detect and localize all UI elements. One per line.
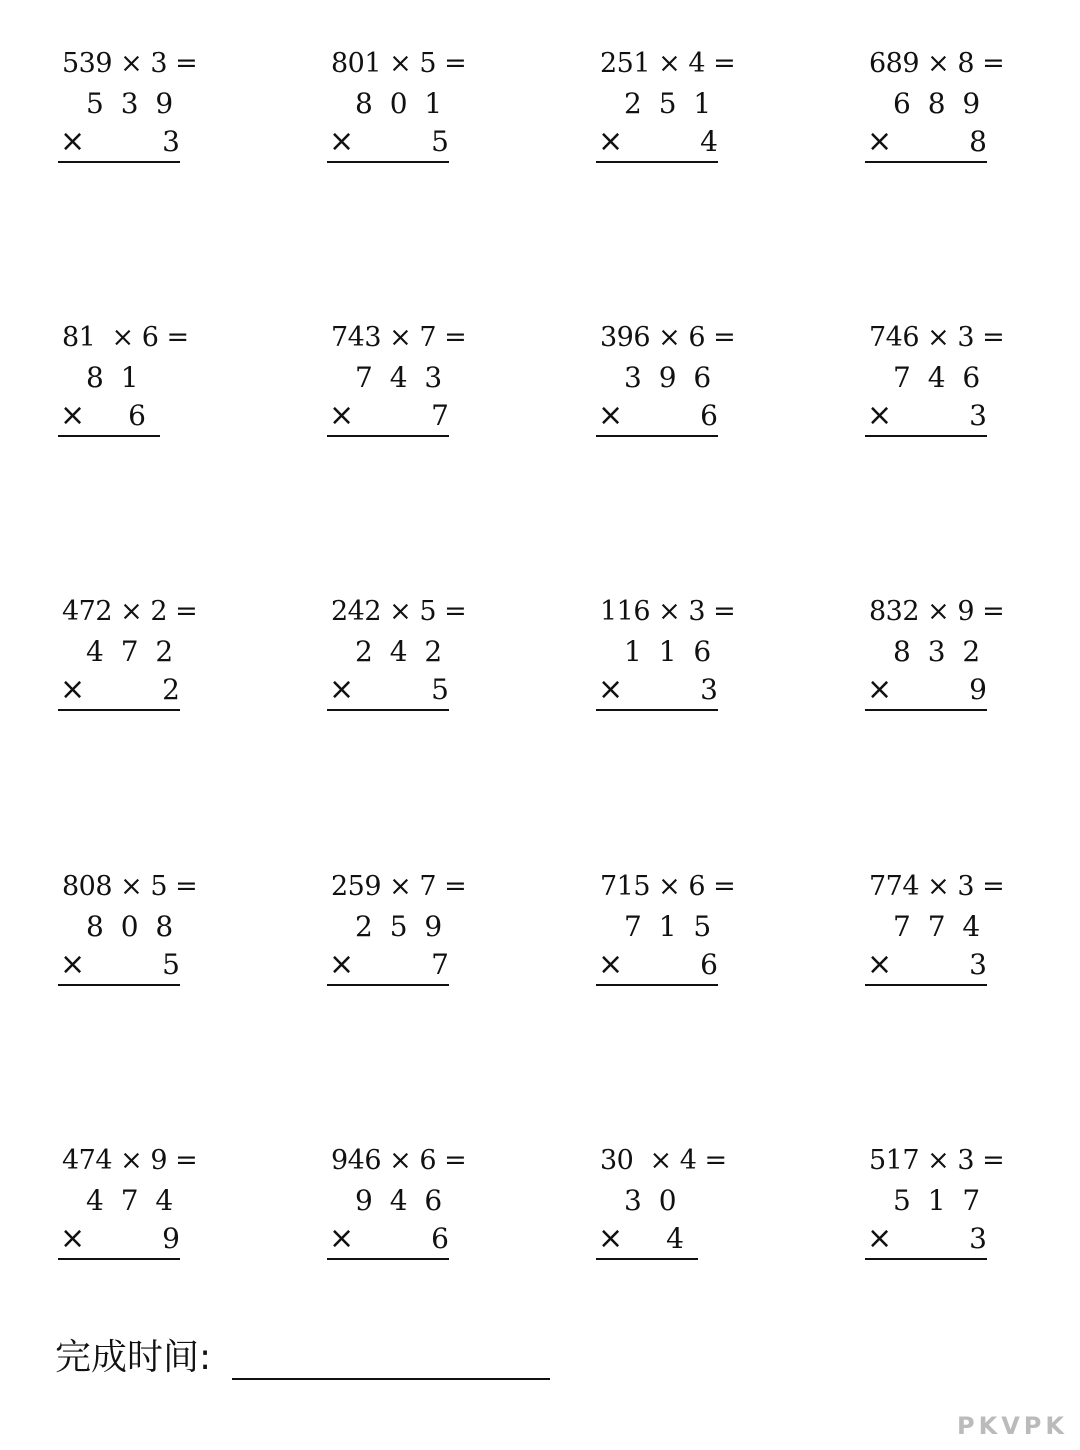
times-sign: × — [60, 947, 86, 982]
problem-equation: 715 × 6 = — [600, 871, 736, 902]
problem-equation: 808 × 5 = — [62, 871, 198, 902]
problem-digits: 2 4 2 — [355, 635, 447, 668]
problem-digits: 5 3 9 — [86, 87, 178, 120]
problem — [596, 292, 766, 433]
problem-equation: 30 × 4 = — [600, 1145, 727, 1176]
times-sign: × — [329, 398, 355, 433]
problem-digits: 8 3 2 — [893, 635, 985, 668]
times-sign: × — [867, 1221, 893, 1256]
problem — [327, 841, 497, 982]
problem — [58, 841, 228, 982]
multiply-row — [327, 671, 449, 711]
times-sign: × — [598, 672, 624, 707]
times-sign: × — [329, 124, 355, 159]
problem — [865, 566, 1035, 707]
problem-multiplier: 9 — [162, 1222, 180, 1255]
times-sign: × — [867, 672, 893, 707]
multiply-row — [865, 397, 987, 437]
problem-multiplier: 3 — [700, 673, 718, 706]
times-sign: × — [329, 1221, 355, 1256]
problem-digits: 7 4 6 — [893, 361, 985, 394]
problem-multiplier: 4 — [700, 125, 718, 158]
problem-multiplier: 3 — [969, 948, 987, 981]
completion-time-blank[interactable] — [232, 1378, 550, 1380]
multiply-row — [327, 123, 449, 163]
multiply-row — [58, 1220, 180, 1260]
multiply-row — [596, 671, 718, 711]
times-sign: × — [867, 124, 893, 159]
problem-multiplier: 4 — [666, 1222, 684, 1255]
problem-equation: 472 × 2 = — [62, 596, 198, 627]
problem-equation: 832 × 9 = — [869, 596, 1005, 627]
problem-multiplier: 5 — [162, 948, 180, 981]
problem — [58, 292, 228, 433]
times-sign: × — [329, 672, 355, 707]
problem-digits: 2 5 9 — [355, 910, 447, 943]
problem-equation: 242 × 5 = — [331, 596, 467, 627]
problem-digits: 3 0 — [624, 1184, 681, 1217]
problem — [865, 1115, 1035, 1256]
problem-multiplier: 5 — [431, 125, 449, 158]
problem — [596, 1115, 766, 1256]
problem-equation: 801 × 5 = — [331, 48, 467, 79]
problem-equation: 689 × 8 = — [869, 48, 1005, 79]
problem-equation: 946 × 6 = — [331, 1145, 467, 1176]
problem-multiplier: 6 — [700, 948, 718, 981]
problem-digits: 7 4 3 — [355, 361, 447, 394]
problem-equation: 746 × 3 = — [869, 322, 1005, 353]
problem-digits: 6 8 9 — [893, 87, 985, 120]
problem — [865, 841, 1035, 982]
problem — [58, 566, 228, 707]
problem-digits: 8 0 1 — [355, 87, 447, 120]
problem-equation: 474 × 9 = — [62, 1145, 198, 1176]
problem-multiplier: 6 — [700, 399, 718, 432]
problem-equation: 539 × 3 = — [62, 48, 198, 79]
multiply-row — [58, 946, 180, 986]
times-sign: × — [329, 947, 355, 982]
times-sign: × — [60, 398, 86, 433]
problem-digits: 8 0 8 — [86, 910, 178, 943]
problem-multiplier: 3 — [162, 125, 180, 158]
watermark-logo: PKVPK — [957, 1412, 1068, 1440]
problem — [327, 18, 497, 159]
problem — [327, 292, 497, 433]
problem-multiplier: 3 — [969, 1222, 987, 1255]
problem-digits: 7 7 4 — [893, 910, 985, 943]
multiply-row — [865, 946, 987, 986]
problem-multiplier: 3 — [969, 399, 987, 432]
times-sign: × — [598, 1221, 624, 1256]
problem-equation: 81 × 6 = — [62, 322, 189, 353]
problem-multiplier: 2 — [162, 673, 180, 706]
times-sign: × — [598, 124, 624, 159]
multiply-row — [327, 1220, 449, 1260]
problem-equation: 743 × 7 = — [331, 322, 467, 353]
problem-equation: 251 × 4 = — [600, 48, 736, 79]
problem-equation: 396 × 6 = — [600, 322, 736, 353]
problem-digits: 3 9 6 — [624, 361, 716, 394]
problem — [596, 841, 766, 982]
multiply-row — [58, 123, 180, 163]
problem-digits: 9 4 6 — [355, 1184, 447, 1217]
problem-multiplier: 8 — [969, 125, 987, 158]
multiply-row — [58, 397, 160, 437]
times-sign: × — [60, 1221, 86, 1256]
problem-multiplier: 6 — [128, 399, 146, 432]
problem — [865, 18, 1035, 159]
multiply-row — [865, 123, 987, 163]
completion-time-label: 完成时间: — [55, 1337, 212, 1378]
times-sign: × — [867, 398, 893, 433]
multiply-row — [327, 946, 449, 986]
problem-multiplier: 5 — [431, 673, 449, 706]
problem-multiplier: 9 — [969, 673, 987, 706]
times-sign: × — [60, 124, 86, 159]
problem-digits: 4 7 2 — [86, 635, 178, 668]
problem — [596, 18, 766, 159]
problem-equation: 116 × 3 = — [600, 596, 736, 627]
problem-digits: 4 7 4 — [86, 1184, 178, 1217]
problem-digits: 2 5 1 — [624, 87, 716, 120]
times-sign: × — [867, 947, 893, 982]
problem-digits: 1 1 6 — [624, 635, 716, 668]
problem — [865, 292, 1035, 433]
times-sign: × — [598, 947, 624, 982]
multiply-row — [865, 671, 987, 711]
problem — [596, 566, 766, 707]
problem-multiplier: 7 — [431, 948, 449, 981]
problem-multiplier: 6 — [431, 1222, 449, 1255]
problem-digits: 5 1 7 — [893, 1184, 985, 1217]
problem — [58, 18, 228, 159]
problem-equation: 517 × 3 = — [869, 1145, 1005, 1176]
multiply-row — [865, 1220, 987, 1260]
problem-digits: 7 1 5 — [624, 910, 716, 943]
problem — [58, 1115, 228, 1256]
multiply-row — [596, 123, 718, 163]
problem — [327, 1115, 497, 1256]
problem-equation: 259 × 7 = — [331, 871, 467, 902]
problem-multiplier: 7 — [431, 399, 449, 432]
times-sign: × — [60, 672, 86, 707]
problem — [327, 566, 497, 707]
multiply-row — [58, 671, 180, 711]
multiply-row — [327, 397, 449, 437]
multiply-row — [596, 397, 718, 437]
problem-equation: 774 × 3 = — [869, 871, 1005, 902]
multiply-row — [596, 1220, 698, 1260]
multiply-row — [596, 946, 718, 986]
times-sign: × — [598, 398, 624, 433]
problem-digits: 8 1 — [86, 361, 143, 394]
